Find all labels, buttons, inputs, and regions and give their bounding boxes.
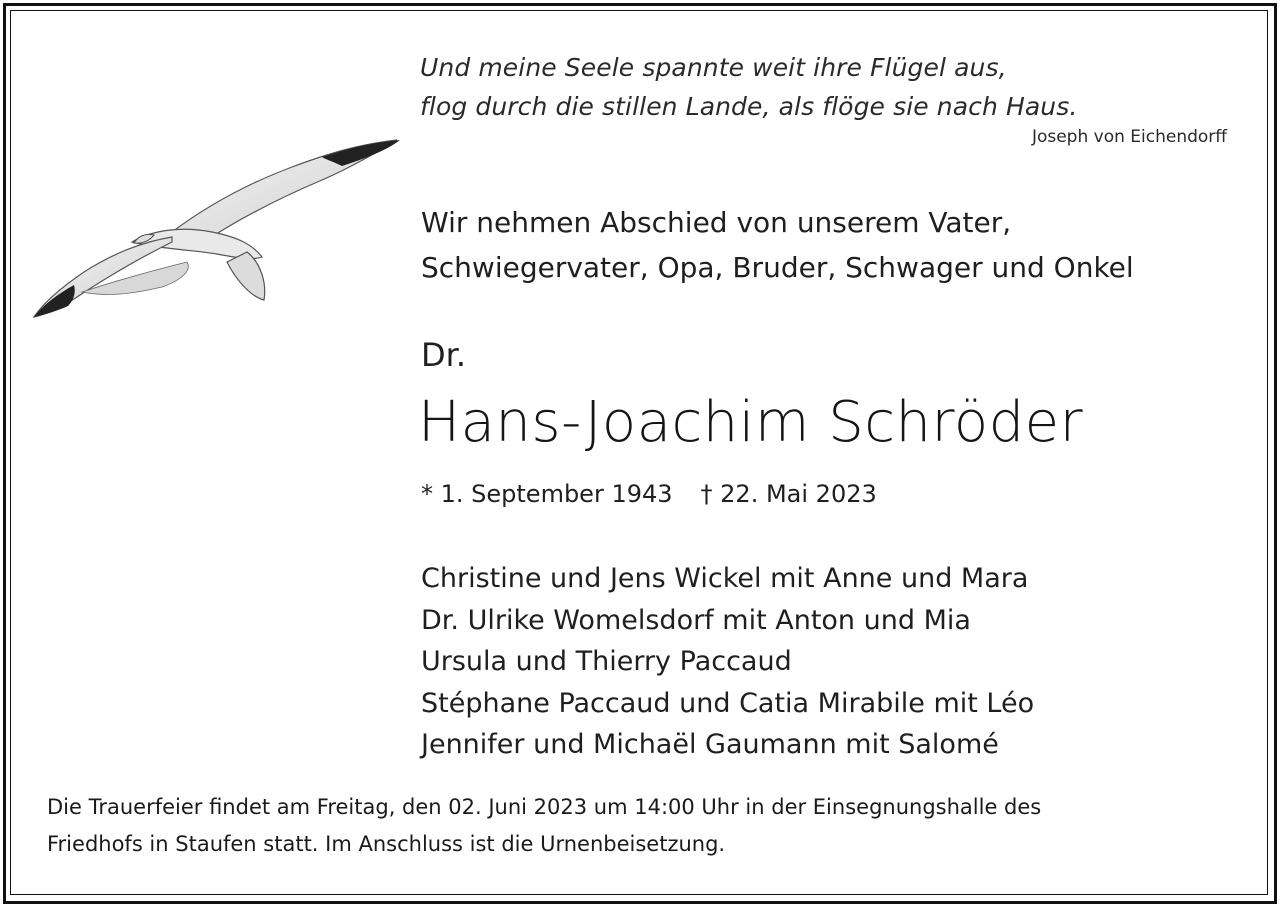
quote-line-2: flog durch die stillen Lande, als flöge sie nach Haus. [420, 92, 1078, 121]
quote-line-1: Und meine Seele spannte weit ihre Flügel aus, [420, 53, 1007, 82]
notice-line-2: Friedhofs in Staufen statt. Im Anschluss ist die Urnenbeisetzung. [47, 832, 726, 856]
mourner-line: Stéphane Paccaud und Catia Mirabile mit Léo [421, 687, 1035, 719]
academic-title: Dr. [421, 336, 467, 374]
seagull-illustration [22, 122, 422, 337]
birth-date: * 1. September 1943 [421, 480, 673, 508]
mourner-line: Dr. Ulrike Womelsdorf mit Anton und Mia [421, 604, 971, 636]
life-dates [421, 480, 877, 508]
deceased-name: Hans-Joachim Schröder [418, 390, 1084, 455]
death-date: † 22. Mai 2023 [700, 480, 877, 508]
poem-quote [420, 48, 1077, 126]
mourner-line: Jennifer und Michaël Gaumann mit Salomé [421, 729, 999, 760]
notice-line-1: Die Trauerfeier findet am Freitag, den 02. Juni 2023 um 14:00 Uhr in der Einsegnungshalle des [47, 795, 1042, 819]
mourners-list [421, 558, 1034, 766]
mourner-line: Ursula und Thierry Paccaud [421, 646, 792, 677]
intro-line-1: Wir nehmen Abschied von unserem Vater, [421, 206, 1012, 239]
mourner-line: Christine und Jens Wickel mit Anne und Mara [421, 563, 1029, 594]
intro-line-2: Schwiegervater, Opa, Bruder, Schwager und Onkel [421, 251, 1134, 284]
farewell-intro [421, 200, 1134, 290]
funeral-notice [47, 789, 1247, 863]
quote-author: Joseph von Eichendorff [1031, 127, 1227, 147]
